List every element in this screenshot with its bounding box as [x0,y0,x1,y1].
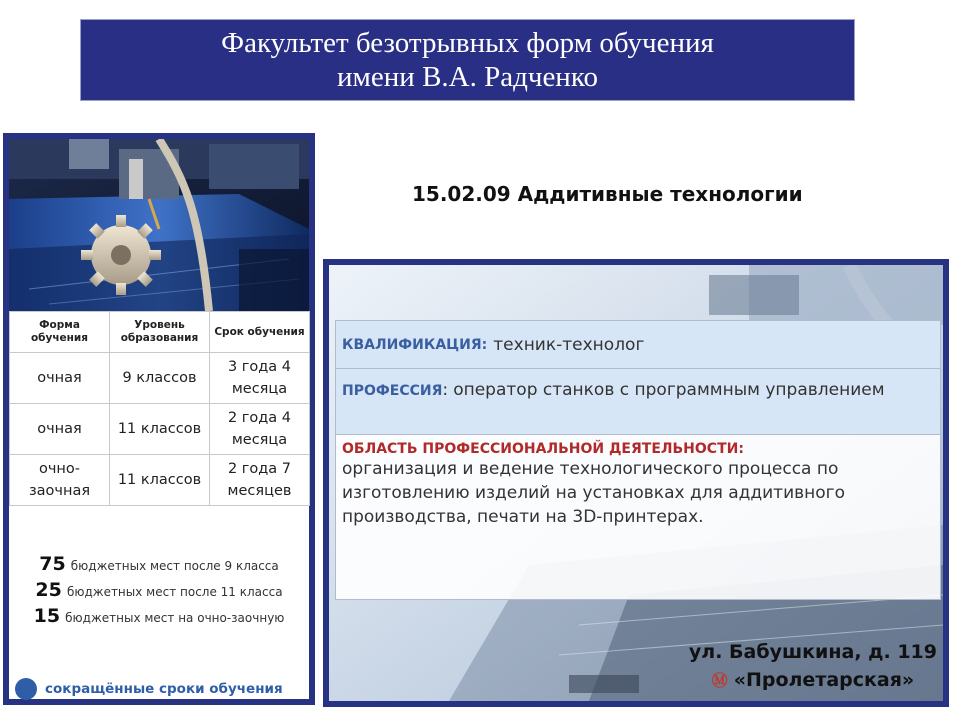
metro-line [689,666,937,695]
address-block [689,638,937,695]
table-cell: 2 года 7 месяцев [210,455,310,506]
specialty-info-box [335,320,941,600]
budget-count: 75 [39,553,66,575]
blob-icon [15,678,37,700]
column-header: Срок обучения [210,312,310,353]
budget-text: бюджетных мест после 9 класса [70,559,279,573]
page-title-line-2: имени В.А. Радченко [337,61,598,93]
table-row [10,455,310,506]
table-row [10,353,310,404]
column-header: Форма обучения [10,312,110,353]
qualification-label: КВАЛИФИКАЦИЯ: [342,336,488,353]
table-header-row [10,312,310,353]
page-title-line-1: Факультет безотрывных форм обучения [221,27,714,59]
budget-count: 25 [35,579,62,601]
budget-count: 15 [33,605,61,627]
profession-row [336,369,940,435]
budget-row [9,551,309,577]
short-terms-label: сокращённые сроки обучения [45,681,283,697]
table-cell: очная [10,353,110,404]
table-cell: очно-заочная [10,455,110,506]
profession-label: ПРОФЕССИЯ [342,383,443,399]
profession-colon: : [442,380,449,400]
table-cell: 11 классов [110,404,210,455]
activity-area-value: организация и ведение технологического процесса по изготовлению изделий на установках для аддитивного производства, печати на 3D-принтерах. [342,459,846,527]
study-forms-table [9,311,310,506]
page-header [80,19,855,101]
qualification-row [336,321,940,369]
metro-station: «Пролетарская» [733,669,915,691]
table-cell: очная [10,404,110,455]
metro-icon: Ⓜ [711,671,728,690]
street-address: ул. Бабушкина, д. 119 [688,641,937,663]
qualification-value: техник-технолог [493,334,645,355]
table-cell: 2 года 4 месяца [210,404,310,455]
budget-row [9,603,309,629]
budget-text: бюджетных мест на очно-заочную [65,611,285,625]
budget-row [9,577,309,603]
column-header: Уровень образования [110,312,210,353]
table-cell: 3 года 4 месяца [210,353,310,404]
study-forms-panel [3,133,315,705]
budget-places [9,551,309,629]
3d-printer-photo [9,139,309,311]
specialty-details-panel [323,259,949,707]
table-cell: 9 классов [110,353,210,404]
budget-text: бюджетных мест после 11 класса [66,585,283,599]
profession-value: оператор станков с программным управлением [453,380,885,400]
activity-area-row [336,435,940,599]
short-terms-note [15,678,283,700]
specialty-title: 15.02.09 Аддитивные технологии [412,182,803,206]
table-row [10,404,310,455]
table-cell: 11 классов [110,455,210,506]
activity-area-label: ОБЛАСТЬ ПРОФЕССИОНАЛЬНОЙ ДЕЯТЕЛЬНОСТИ: [342,441,744,457]
